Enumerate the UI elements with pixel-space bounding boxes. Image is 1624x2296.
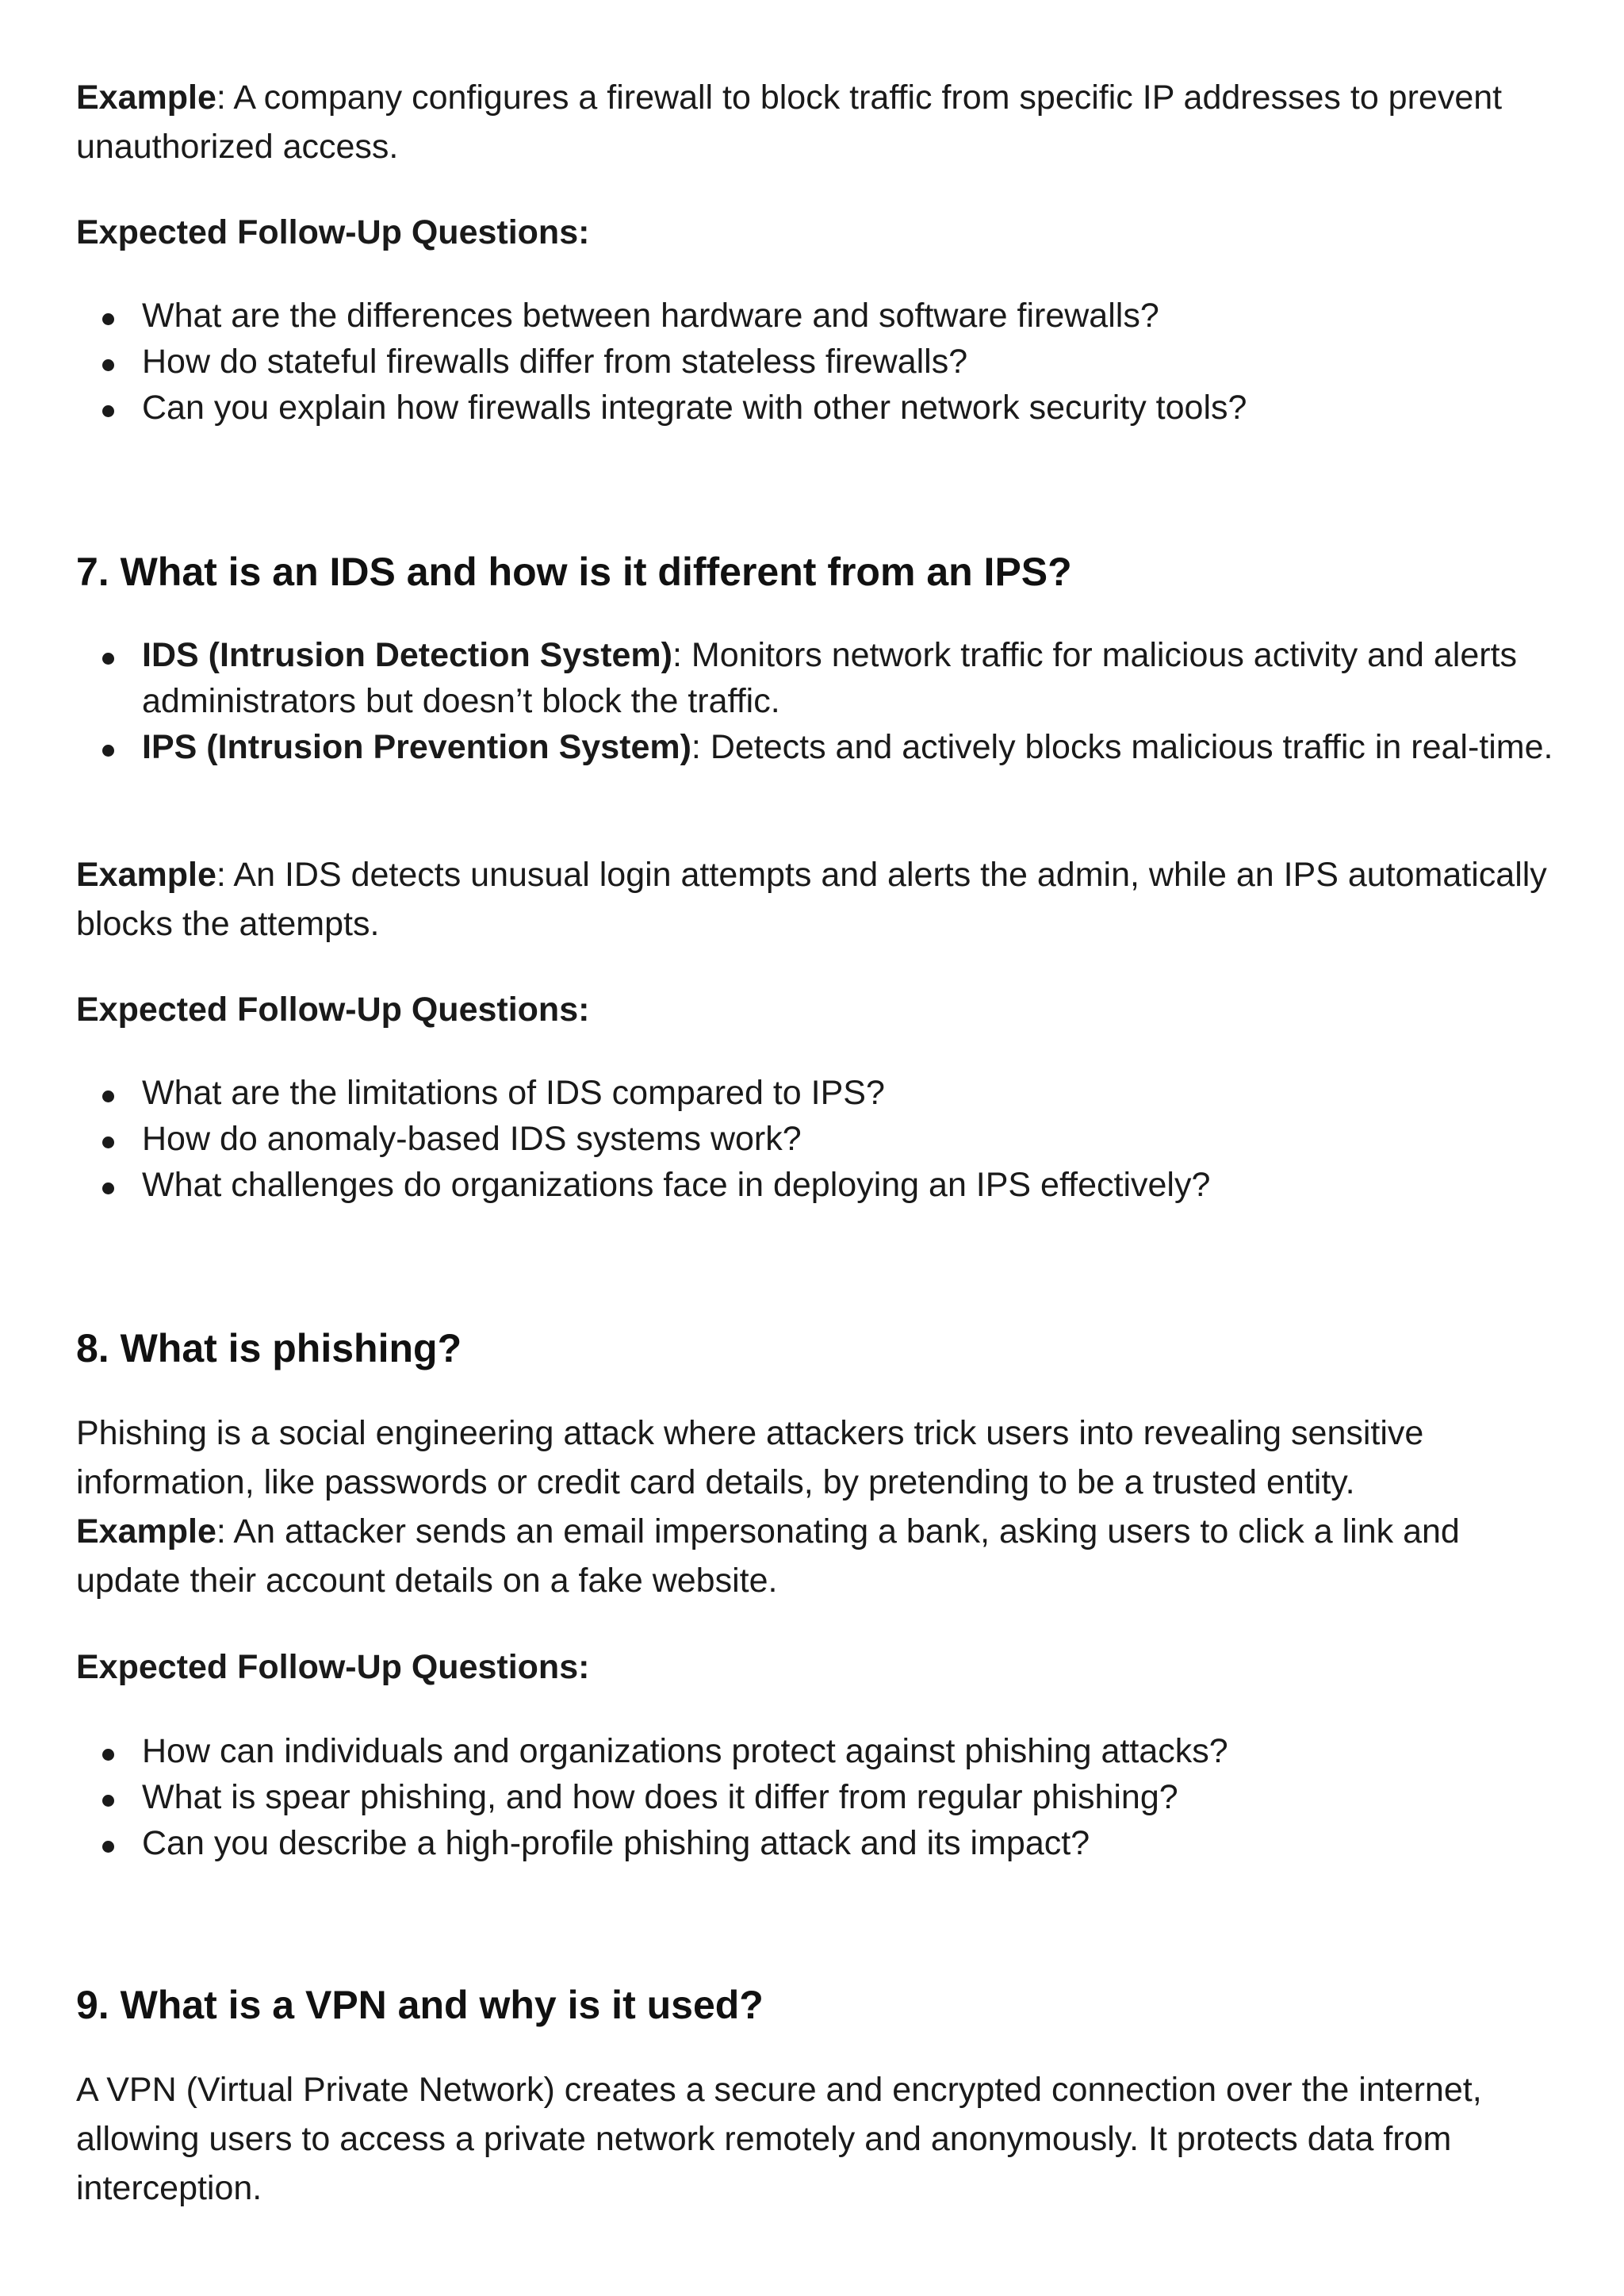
followup-list [76, 293, 1556, 431]
bullet-icon [102, 1841, 114, 1853]
list-item: How do anomaly-based IDS systems work? [76, 1116, 1556, 1162]
definition-list [76, 632, 1556, 770]
followup-list [76, 1070, 1556, 1208]
bullet-icon [102, 1137, 114, 1148]
list-item: What are the limitations of IDS compared to IPS? [76, 1070, 1556, 1116]
intro-example-paragraph [76, 73, 1556, 171]
bullet-icon [102, 1749, 114, 1761]
term: IPS (Intrusion Prevention System) [142, 728, 691, 766]
example-text: : An attacker sends an email impersonating a bank, asking users to click a link and update their account details on a fake website. [76, 1512, 1460, 1600]
term: IDS (Intrusion Detection System) [142, 636, 672, 674]
list-item: What challenges do organizations face in deploying an IPS effectively? [76, 1162, 1556, 1208]
bullet-icon [102, 1795, 114, 1807]
definition: : Monitors network traffic for malicious activity and alerts administrators but doesn’t block the traffic. [142, 636, 1518, 720]
list-item: What is spear phishing, and how does it differ from regular phishing? [76, 1774, 1556, 1820]
section-heading-q8: 8. What is phishing? [76, 1326, 462, 1370]
example-text: : A company configures a firewall to block traffic from specific IP addresses to prevent unauthorized access. [76, 79, 1503, 166]
list-item [76, 724, 1556, 770]
q9-body-paragraph: A VPN (Virtual Private Network) creates a secure and encrypted connection over the internet, allowing users to access a private network remotely and anonymously. It protects data from interception. [76, 2071, 1482, 2207]
followup-heading: Expected Follow-Up Questions: [76, 1648, 590, 1686]
bullet-icon [102, 1182, 114, 1194]
bullet-icon [102, 745, 114, 757]
example-label: Example [76, 856, 216, 894]
list-item: What are the differences between hardware and software firewalls? [76, 293, 1556, 339]
bullet-icon [102, 1091, 114, 1102]
body-text: Phishing is a social engineering attack where attackers trick users into revealing sensitive information, like passwords or credit card details, by pretending to be a trusted entity. [76, 1414, 1424, 1501]
followup-heading: Expected Follow-Up Questions: [76, 991, 590, 1029]
list-item: Can you explain how firewalls integrate with other network security tools? [76, 385, 1556, 431]
q7-example-paragraph [76, 850, 1556, 949]
q8-body-paragraph [76, 1409, 1556, 1605]
bullet-icon [102, 405, 114, 417]
list-item: How do stateful firewalls differ from stateless firewalls? [76, 339, 1556, 385]
bullet-icon [102, 653, 114, 665]
example-label: Example [76, 1512, 216, 1550]
bullet-icon [102, 313, 114, 325]
example-label: Example [76, 79, 216, 117]
example-text: : An IDS detects unusual login attempts and alerts the admin, while an IPS automatically blocks the attempts. [76, 856, 1547, 943]
followup-list [76, 1728, 1556, 1866]
list-item: Can you describe a high-profile phishing attack and its impact? [76, 1820, 1556, 1866]
definition: : Detects and actively blocks malicious traffic in real-time. [691, 728, 1553, 766]
followup-heading: Expected Follow-Up Questions: [76, 213, 590, 251]
section-heading-q9: 9. What is a VPN and why is it used? [76, 1983, 764, 2027]
bullet-icon [102, 359, 114, 371]
section-heading-q7: 7. What is an IDS and how is it different from an IPS? [76, 550, 1072, 594]
list-item: How can individuals and organizations protect against phishing attacks? [76, 1728, 1556, 1774]
list-item [76, 632, 1556, 724]
